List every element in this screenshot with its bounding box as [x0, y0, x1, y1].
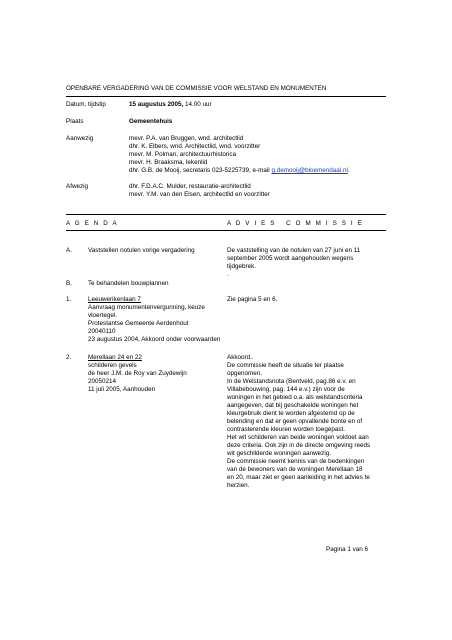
- item-1-details: Aanvraag monumentenvergunning, keuze vloertegel. Protestantse Gemeente Aerdenhout 20040110 23 augustus 2004, Akkoord onder voorwaarden: [88, 304, 221, 343]
- item-a-advice: De vaststelling van de notulen van 27 juni en 11 september 2005 wordt aangehouden wegens tijdgebrek. .: [227, 247, 361, 278]
- document-title: OPENBARE VERGADERING VAN DE COMMISSIE VOOR WELSTAND EN MONUMENTEN: [66, 85, 327, 92]
- date-value: [129, 101, 212, 109]
- item-1-title: Leeuwerikenlaan 7: [88, 296, 141, 303]
- date-time: 14.00 uur: [183, 101, 212, 108]
- item-1-number: 1.: [66, 296, 72, 303]
- advies-header: A D V I E S C O M M I S S I E: [227, 220, 364, 227]
- header-divider: [66, 230, 386, 231]
- place-value: Gemeentehuis: [129, 118, 173, 125]
- present-line: dhr. K. Elbers, wnd. Architectlid, wnd. voorzitter: [129, 143, 261, 150]
- secretary-email-link[interactable]: g.demooij@bloemendaal.nl: [271, 167, 348, 174]
- section-divider: [66, 214, 386, 215]
- present-line: mevr. M. Polman, architectuurhistorica: [129, 151, 237, 158]
- title-divider: [66, 96, 386, 97]
- secretary-end: .: [347, 167, 350, 174]
- present-line: mevr. P.A. van Bruggen, wnd. architectlid: [129, 135, 244, 142]
- item-1-advice: Zie pagina 5 en 6.: [227, 296, 278, 303]
- secretary-line: [129, 167, 350, 175]
- absent-label: Afwezig: [66, 183, 89, 190]
- absent-line: mevr. Y.M. van den Elsen, architectlid en voorzitter: [129, 191, 270, 198]
- item-2-title: Merellaan 24 en 22: [88, 354, 142, 361]
- agenda-header: A G E N D A: [66, 220, 119, 227]
- item-b-number: B.: [66, 280, 72, 287]
- item-2-advice: Akkoord.. De commissie heeft de situatie ter plaatse opgenomen. In de Welstandsnota (Bentveld, pag.86 e.v. en Villabebouwing, pag. 144 e.v.) zijn voor de woningen in het gebied o.a. als welstandscriteria aangegeven, dat bij geschakelde woningen het kleurgebruik dient te worden afgestemd op de belending en dat er geen opvallende bonte en of contrasterende kleuren worden toegepast. Het wit schilderen van beide woningen voldoet aan deze criteria. Ook zijn in de directe omgeving reeds wit geschilderde woningen aanwezig. De commissie neemt kennis van de bedenkingen van de bewoners van de woningen Merellaan 18 en 20, maar ziet er geen aanleiding in het advies te herzien.: [227, 354, 371, 489]
- present-line: mevr. H. Braaksma, lekenlid: [129, 159, 208, 166]
- item-b-text: Te behandelen bouwplannen: [88, 280, 169, 287]
- present-label: Aanwezig: [66, 135, 94, 142]
- date-bold: 15 augustus 2005,: [129, 101, 184, 108]
- page-number: Pagina 1 van 6: [326, 546, 369, 553]
- item-2-details: schilderen gevels de heer J.M. de Roy van Zuydewijn 20050214 11 juli 2005, Aanhouden: [88, 362, 187, 393]
- place-label: Plaats: [66, 118, 84, 125]
- item-a-text: Vaststellen notulen vorige vergadering: [88, 247, 195, 254]
- absent-line: dhr. F.D.A.C. Mulder, restauratie-architectlid: [129, 183, 251, 190]
- item-a-number: A.: [66, 247, 72, 254]
- secretary-text: dhr. G.B. de Mooij, secretaris 023-5225739, e-mail: [129, 167, 272, 174]
- item-2-number: 2.: [66, 354, 72, 361]
- date-label: Datum, tijdstip: [66, 101, 106, 108]
